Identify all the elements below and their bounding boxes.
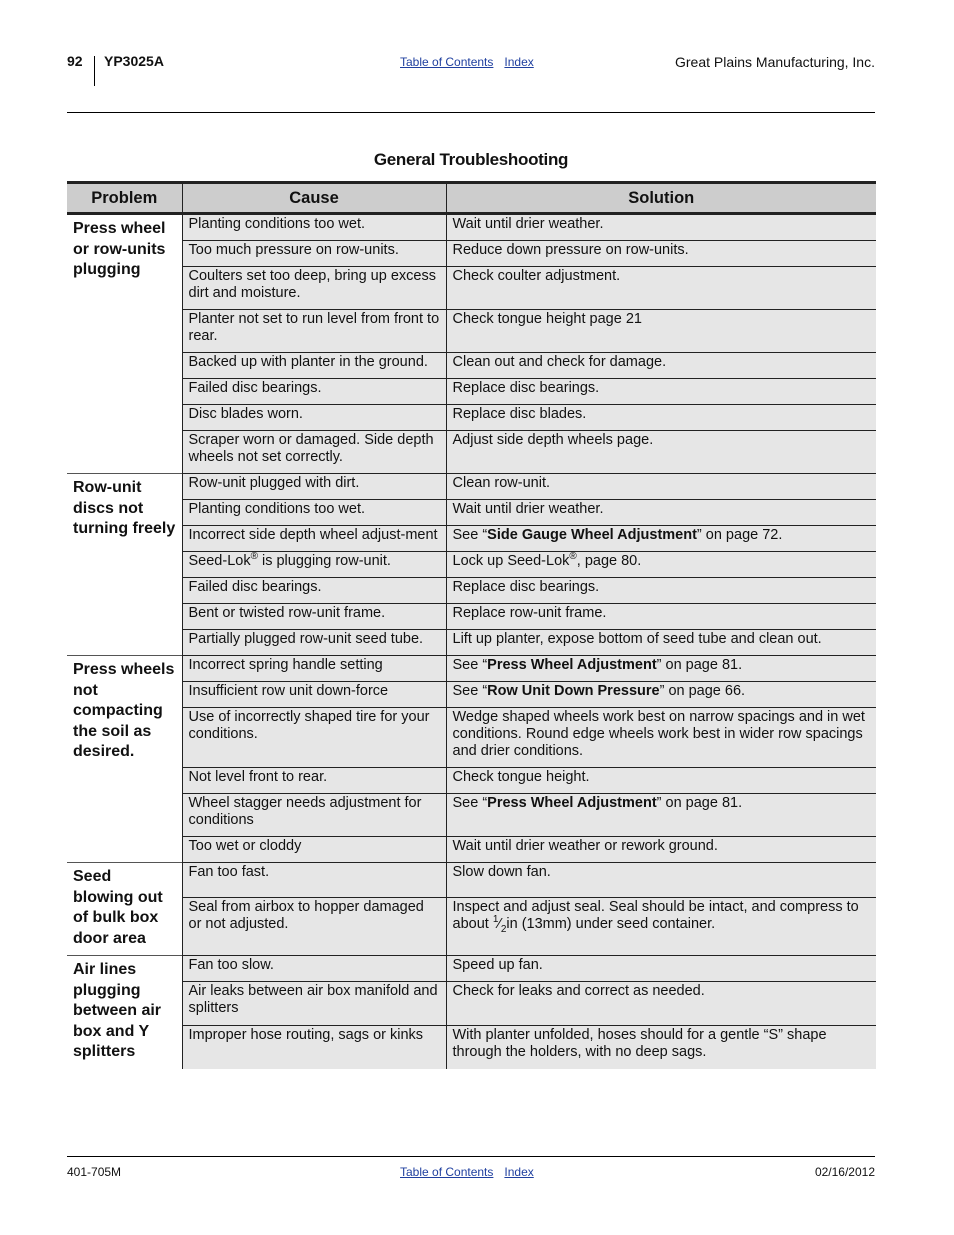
table-row (67, 241, 876, 267)
table-row (67, 630, 876, 656)
cause-cell: Insufficient row unit down-force (182, 682, 446, 708)
header-index-link[interactable]: Index (504, 55, 534, 69)
table-row (67, 956, 876, 982)
solution-cell (446, 526, 876, 552)
table-body (67, 214, 876, 1069)
table-row (67, 682, 876, 708)
column-header-solution: Solution (446, 183, 876, 214)
fraction-slash: ⁄ (498, 916, 501, 933)
table-row (67, 656, 876, 682)
cause-cell (182, 552, 446, 578)
solution-cell (446, 682, 876, 708)
cause-cell: Row-unit plugged with dirt. (182, 474, 446, 500)
solution-cell: Slow down fan. (446, 863, 876, 898)
column-header-cause: Cause (182, 183, 446, 214)
table-row (67, 431, 876, 474)
cause-cell: Failed disc bearings. (182, 379, 446, 405)
header-links (400, 55, 545, 69)
problem-cell: Press wheels not compacting the soil as desired. (67, 656, 182, 863)
page-number: 92 (67, 53, 83, 69)
column-header-problem: Problem (67, 183, 182, 214)
cause-cell: Too wet or cloddy (182, 837, 446, 863)
solution-cell: Replace disc blades. (446, 405, 876, 431)
solution-text: ” on page 81. (656, 657, 743, 673)
solution-reference: Row Unit Down Pressure (487, 683, 660, 699)
table-row (67, 578, 876, 604)
problem-cell: Row-unit discs not turning freely (67, 474, 182, 656)
cause-cell: Fan too slow. (182, 956, 446, 982)
solution-text: ” on page 81. (656, 795, 743, 811)
solution-text: , page 80. (576, 553, 642, 569)
solution-cell: Wait until drier weather. (446, 500, 876, 526)
problem-cell: Seed blowing out of bulk box door area (67, 863, 182, 956)
cause-cell: Bent or twisted row-unit frame. (182, 604, 446, 630)
solution-text: See “ (452, 683, 488, 699)
solution-cell: Wait until drier weather or rework ground. (446, 837, 876, 863)
document-number: 401-705M (67, 1165, 122, 1179)
solution-cell (446, 552, 876, 578)
solution-cell: Clean row-unit. (446, 474, 876, 500)
footer-rule (67, 1156, 875, 1157)
solution-cell (446, 794, 876, 837)
fraction-numerator: 1 (492, 914, 499, 926)
header-rule (67, 112, 875, 113)
cause-cell: Incorrect spring handle setting (182, 656, 446, 682)
cause-cell: Too much pressure on row-units. (182, 241, 446, 267)
registered-mark: ® (250, 551, 258, 563)
solution-text: Inspect and adjust seal. Seal should be intact, and compress to about (452, 899, 859, 933)
table-row (67, 708, 876, 768)
cause-cell: Fan too fast. (182, 863, 446, 898)
solution-text: See “ (452, 657, 488, 673)
solution-cell: Adjust side depth wheels page. (446, 431, 876, 474)
cause-cell: Planting conditions too wet. (182, 214, 446, 241)
cause-cell: Disc blades worn. (182, 405, 446, 431)
solution-reference: Side Gauge Wheel Adjustment (487, 527, 697, 543)
solution-cell: Wait until drier weather. (446, 214, 876, 241)
cause-cell: Scraper worn or damaged. Side depth wheels not set correctly. (182, 431, 446, 474)
footer-index-link[interactable]: Index (504, 1165, 534, 1179)
table-row (67, 604, 876, 630)
table-row (67, 474, 876, 500)
table-row (67, 500, 876, 526)
cause-cell: Failed disc bearings. (182, 578, 446, 604)
cause-cell: Use of incorrectly shaped tire for your conditions. (182, 708, 446, 768)
solution-cell: Speed up fan. (446, 956, 876, 982)
table-row (67, 405, 876, 431)
cause-cell: Wheel stagger needs adjustment for conditions (182, 794, 446, 837)
troubleshooting-table (67, 181, 876, 1069)
cause-text: Seed-Lok (188, 553, 251, 569)
table-header-row (67, 183, 876, 214)
table-row (67, 898, 876, 956)
solution-cell: Check tongue height page 21 (446, 310, 876, 353)
solution-cell: With planter unfolded, hoses should for a gentle “S” shape through the holders, with no deep sags. (446, 1025, 876, 1068)
solution-text: ” on page 66. (659, 683, 746, 699)
footer-links (400, 1165, 545, 1179)
cause-cell: Backed up with planter in the ground. (182, 353, 446, 379)
cause-text: is plugging row-unit. (257, 553, 391, 569)
cause-cell: Coulters set too deep, bring up excess dirt and moisture. (182, 267, 446, 310)
header-toc-link[interactable]: Table of Contents (400, 55, 494, 69)
table-row (67, 526, 876, 552)
solution-cell: Check for leaks and correct as needed. (446, 982, 876, 1026)
fraction (492, 914, 507, 935)
solution-cell: Replace disc bearings. (446, 379, 876, 405)
solution-cell: Clean out and check for damage. (446, 353, 876, 379)
cause-cell: Incorrect side depth wheel adjust-ment (182, 526, 446, 552)
cause-cell: Seal from airbox to hopper damaged or not adjusted. (182, 898, 446, 956)
solution-cell: Lift up planter, expose bottom of seed tube and clean out. (446, 630, 876, 656)
problem-cell: Press wheel or row-units plugging (67, 214, 182, 474)
model-number: YP3025A (104, 53, 164, 69)
table-row (67, 353, 876, 379)
cause-cell: Improper hose routing, sags or kinks (182, 1025, 446, 1068)
solution-text: ” on page 72. (696, 527, 783, 543)
table-row (67, 310, 876, 353)
solution-cell (446, 656, 876, 682)
solution-text: Lock up Seed-Lok (452, 553, 570, 569)
solution-text: See “ (452, 527, 488, 543)
cause-cell: Planting conditions too wet. (182, 500, 446, 526)
table-row (67, 552, 876, 578)
cause-cell: Partially plugged row-unit seed tube. (182, 630, 446, 656)
table-row (67, 863, 876, 898)
footer-toc-link[interactable]: Table of Contents (400, 1165, 494, 1179)
solution-cell (446, 898, 876, 956)
solution-cell: Check coulter adjustment. (446, 267, 876, 310)
registered-mark: ® (569, 551, 577, 563)
table-row (67, 379, 876, 405)
header-divider (94, 56, 95, 86)
solution-cell: Reduce down pressure on row-units. (446, 241, 876, 267)
table-row (67, 837, 876, 863)
solution-cell: Replace disc bearings. (446, 578, 876, 604)
table-row (67, 794, 876, 837)
table-row (67, 1025, 876, 1068)
cause-cell: Planter not set to run level from front to rear. (182, 310, 446, 353)
cause-cell: Air leaks between air box manifold and splitters (182, 982, 446, 1026)
solution-reference: Press Wheel Adjustment (487, 795, 657, 811)
publication-date: 02/16/2012 (814, 1165, 875, 1179)
solution-cell: Check tongue height. (446, 768, 876, 794)
page-title: General Troubleshooting (373, 150, 569, 169)
company-name: Great Plains Manufacturing, Inc. (675, 54, 875, 70)
problem-cell: Air lines plugging between air box and Y splitters (67, 956, 182, 1069)
table-row (67, 267, 876, 310)
solution-cell: Replace row-unit frame. (446, 604, 876, 630)
table-row (67, 214, 876, 241)
solution-cell: Wedge shaped wheels work best on narrow spacings and in wet conditions. Round edge wheels work best in wider row spacings and drier conditions. (446, 708, 876, 768)
solution-reference: Press Wheel Adjustment (487, 657, 657, 673)
table-row (67, 982, 876, 1026)
solution-text: in (13mm) under seed container. (506, 916, 716, 933)
fraction-denominator: 2 (500, 923, 507, 935)
solution-text: See “ (452, 795, 488, 811)
table-row (67, 768, 876, 794)
cause-cell: Not level front to rear. (182, 768, 446, 794)
